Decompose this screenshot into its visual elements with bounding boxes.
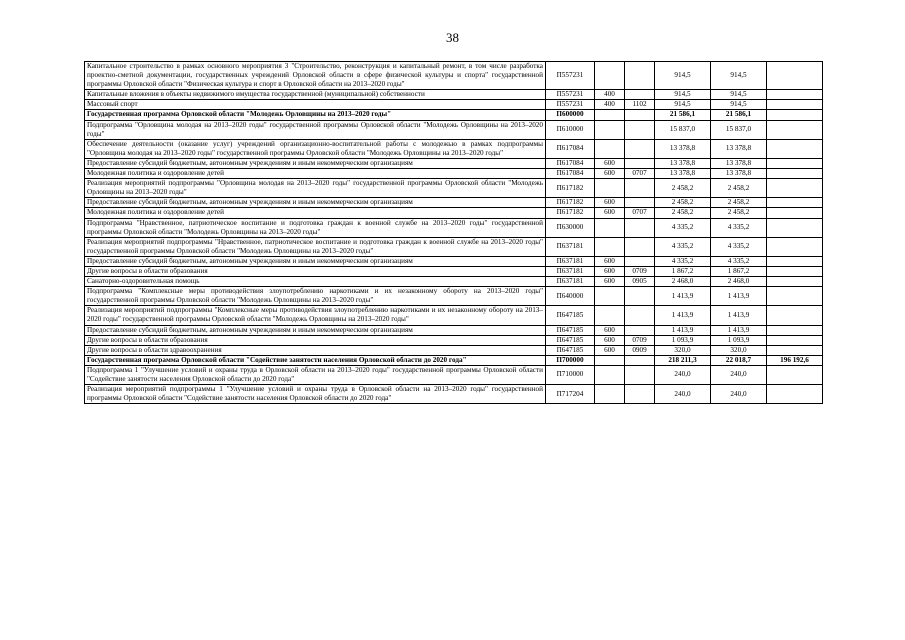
row-regional-cell: 15 837,0 [711, 120, 767, 139]
row-name-cell: Государственная программа Орловской области "Содействие занятости населения Орловской области до 2020 года" [85, 355, 546, 365]
row-regional-cell: 914,5 [711, 62, 767, 90]
row-expense-type-cell [595, 120, 625, 139]
row-federal-cell [767, 198, 823, 208]
row-code-cell: П600000 [546, 110, 595, 120]
row-regional-cell: 914,5 [711, 100, 767, 110]
row-name-cell: Предоставление субсидий бюджетным, автономным учреждениям и иным некоммерческим организациям [85, 158, 546, 168]
row-total-cell: 1 413,9 [655, 287, 711, 306]
row-regional-cell: 21 586,1 [711, 110, 767, 120]
row-total-cell: 914,5 [655, 62, 711, 90]
row-federal-cell [767, 266, 823, 276]
table-row [85, 179, 823, 198]
row-regional-cell: 1 867,2 [711, 266, 767, 276]
row-section-cell [625, 158, 655, 168]
row-regional-cell: 2 458,2 [711, 179, 767, 198]
row-total-cell: 2 458,2 [655, 179, 711, 198]
row-expense-type-cell [595, 110, 625, 120]
row-federal-cell [767, 306, 823, 325]
row-name-cell: Реализация мероприятий подпрограммы "Комплексные меры противодействия злоупотреблению наркотиками и их незаконному обороту на 2013–2020 годы" государственной программы Орловской области "Молодежь Орловщины на 2013–2020 годы" [85, 306, 546, 325]
row-section-cell [625, 287, 655, 306]
row-federal-cell [767, 110, 823, 120]
row-regional-cell: 13 378,8 [711, 158, 767, 168]
table-row [85, 335, 823, 345]
table-row [85, 287, 823, 306]
row-total-cell: 13 378,8 [655, 139, 711, 158]
row-section-cell [625, 355, 655, 365]
row-name-cell: Обеспечение деятельности (оказание услуг) учреждений организационно-воспитательной работы с молодежью в рамках подпрограммы "Орловщина молодая на 2013–2020 годы" государственной программы Орловской области "Молодежь Орловщины на 2013–2020 годы" [85, 139, 546, 158]
row-code-cell: П647185 [546, 345, 595, 355]
row-name-cell: Подпрограмма "Орловщина молодая на 2013–2020 годы" государственной программы Орловской области "Молодежь Орловщины на 2013–2020 годы" [85, 120, 546, 139]
row-expense-type-cell: 600 [595, 277, 625, 287]
row-name-cell: Реализация мероприятий подпрограммы "Орловщина молодая на 2013–2020 годы" государственной программы Орловской области "Молодежь Орловщины на 2013–2020 годы" [85, 179, 546, 198]
row-federal-cell: 196 192,6 [767, 355, 823, 365]
row-code-cell: П637181 [546, 277, 595, 287]
row-code-cell: П700000 [546, 355, 595, 365]
row-expense-type-cell [595, 385, 625, 404]
row-expense-type-cell [595, 237, 625, 256]
row-federal-cell [767, 335, 823, 345]
row-name-cell: Другие вопросы в области здравоохранения [85, 345, 546, 355]
row-regional-cell: 4 335,2 [711, 218, 767, 237]
page-number: 38 [446, 30, 459, 45]
row-regional-cell: 240,0 [711, 365, 767, 384]
table-row [85, 266, 823, 276]
row-code-cell: П617084 [546, 158, 595, 168]
row-federal-cell [767, 179, 823, 198]
row-code-cell: П557231 [546, 100, 595, 110]
table-row [85, 218, 823, 237]
table-row [85, 158, 823, 168]
row-regional-cell: 1 093,9 [711, 335, 767, 345]
row-total-cell: 914,5 [655, 100, 711, 110]
row-code-cell: П610000 [546, 120, 595, 139]
row-name-cell: Другие вопросы в области образования [85, 266, 546, 276]
row-section-cell [625, 365, 655, 384]
row-section-cell [625, 90, 655, 100]
row-regional-cell: 1 413,9 [711, 306, 767, 325]
row-federal-cell [767, 365, 823, 384]
row-total-cell: 2 468,0 [655, 277, 711, 287]
row-section-cell [625, 62, 655, 90]
row-total-cell: 240,0 [655, 385, 711, 404]
table-row [85, 355, 823, 365]
row-section-cell [625, 256, 655, 266]
table-row [85, 169, 823, 179]
table-row [85, 277, 823, 287]
row-total-cell: 15 837,0 [655, 120, 711, 139]
row-code-cell: П710000 [546, 365, 595, 384]
row-total-cell: 13 378,8 [655, 158, 711, 168]
row-total-cell: 240,0 [655, 365, 711, 384]
row-code-cell: П717204 [546, 385, 595, 404]
row-total-cell: 21 586,1 [655, 110, 711, 120]
row-name-cell: Предоставление субсидий бюджетным, автономным учреждениям и иным некоммерческим организациям [85, 198, 546, 208]
row-regional-cell: 1 413,9 [711, 325, 767, 335]
row-section-cell: 0709 [625, 266, 655, 276]
table-row [85, 208, 823, 218]
table-row [85, 120, 823, 139]
table-row [85, 325, 823, 335]
row-code-cell: П630000 [546, 218, 595, 237]
table-row [85, 237, 823, 256]
row-name-cell: Массовый спорт [85, 100, 546, 110]
row-code-cell: П617182 [546, 208, 595, 218]
row-regional-cell: 914,5 [711, 90, 767, 100]
row-section-cell: 1102 [625, 100, 655, 110]
row-federal-cell [767, 169, 823, 179]
row-section-cell: 0905 [625, 277, 655, 287]
row-expense-type-cell [595, 355, 625, 365]
row-expense-type-cell: 600 [595, 169, 625, 179]
row-section-cell [625, 237, 655, 256]
row-regional-cell: 4 335,2 [711, 256, 767, 266]
row-section-cell [625, 306, 655, 325]
row-code-cell: П557231 [546, 90, 595, 100]
row-name-cell: Государственная программа Орловской области "Молодежь Орловщины на 2013–2020 годы" [85, 110, 546, 120]
table-row [85, 62, 823, 90]
row-federal-cell [767, 62, 823, 90]
row-section-cell [625, 198, 655, 208]
row-federal-cell [767, 237, 823, 256]
row-section-cell [625, 385, 655, 404]
row-regional-cell: 4 335,2 [711, 237, 767, 256]
row-total-cell: 1 867,2 [655, 266, 711, 276]
row-federal-cell [767, 158, 823, 168]
row-expense-type-cell: 400 [595, 90, 625, 100]
table-row [85, 306, 823, 325]
row-federal-cell [767, 385, 823, 404]
row-total-cell: 914,5 [655, 90, 711, 100]
row-regional-cell: 240,0 [711, 385, 767, 404]
row-federal-cell [767, 287, 823, 306]
row-code-cell: П617182 [546, 198, 595, 208]
table-row [85, 365, 823, 384]
row-code-cell: П647185 [546, 335, 595, 345]
row-federal-cell [767, 100, 823, 110]
table-row [85, 100, 823, 110]
table-row [85, 345, 823, 355]
row-code-cell: П637181 [546, 256, 595, 266]
row-name-cell: Подпрограмма "Нравственное, патриотическое воспитание и подготовка граждан к военной службе на 2013–2020 годы" государственной программы Орловской области "Молодежь Орловщины на 2013–2020 годы" [85, 218, 546, 237]
row-total-cell: 218 211,3 [655, 355, 711, 365]
row-code-cell: П640000 [546, 287, 595, 306]
table-row [85, 385, 823, 404]
row-name-cell: Молодежная политика и оздоровление детей [85, 208, 546, 218]
row-name-cell: Капитальное строительство в рамках основного мероприятия 3 "Строительство, реконструкция и капитальный ремонт, в том числе разработка проектно-сметной документации, государственных учреждений Орловской области в сфере физической культуры и спорта" государственной программы Орловской области "Физическая культура и спорт в Орловской области на 2013–2020 годы" [85, 62, 546, 90]
row-expense-type-cell: 600 [595, 158, 625, 168]
table-row [85, 139, 823, 158]
row-name-cell: Подпрограмма 1 "Улучшение условий и охраны труда в Орловской области на 2013–2020 годы" государственной программы Орловской области "Содействие занятости населения Орловской области до 2020 года" [85, 365, 546, 384]
row-section-cell [625, 139, 655, 158]
row-section-cell: 0709 [625, 335, 655, 345]
row-section-cell [625, 110, 655, 120]
row-expense-type-cell [595, 139, 625, 158]
table-row [85, 256, 823, 266]
row-code-cell: П647185 [546, 325, 595, 335]
row-code-cell: П617084 [546, 139, 595, 158]
table-row [85, 90, 823, 100]
row-name-cell: Предоставление субсидий бюджетным, автономным учреждениям и иным некоммерческим организациям [85, 325, 546, 335]
row-federal-cell [767, 345, 823, 355]
row-name-cell: Реализация мероприятий подпрограммы 1 "Улучшение условий и охраны труда в Орловской области на 2013–2020 годы" государственной программы Орловской области "Содействие занятости населения Орловской области до 2020 года" [85, 385, 546, 404]
row-total-cell: 320,0 [655, 345, 711, 355]
row-code-cell: П617084 [546, 169, 595, 179]
table-row [85, 198, 823, 208]
row-expense-type-cell [595, 179, 625, 198]
row-expense-type-cell: 600 [595, 198, 625, 208]
row-total-cell: 1 413,9 [655, 306, 711, 325]
row-section-cell [625, 179, 655, 198]
row-section-cell [625, 120, 655, 139]
row-name-cell: Подпрограмма "Комплексные меры противодействия злоупотреблению наркотиками и их незаконному обороту на 2013–2020 годы" государственной программы Орловской области "Молодежь Орловщины на 2013–2020 годы" [85, 287, 546, 306]
row-total-cell: 1 413,9 [655, 325, 711, 335]
table-row [85, 110, 823, 120]
row-code-cell: П637181 [546, 266, 595, 276]
row-federal-cell [767, 325, 823, 335]
row-expense-type-cell: 600 [595, 345, 625, 355]
row-regional-cell: 22 018,7 [711, 355, 767, 365]
row-section-cell: 0707 [625, 208, 655, 218]
row-expense-type-cell [595, 218, 625, 237]
row-name-cell: Капитальные вложения в объекты недвижимого имущества государственной (муниципальной) собственности [85, 90, 546, 100]
row-total-cell: 4 335,2 [655, 256, 711, 266]
row-regional-cell: 2 458,2 [711, 208, 767, 218]
row-total-cell: 1 093,9 [655, 335, 711, 345]
row-section-cell [625, 325, 655, 335]
row-code-cell: П647185 [546, 306, 595, 325]
row-name-cell: Реализация мероприятий подпрограммы "Нравственное, патриотическое воспитание и подготовка граждан к военной службе на 2013–2020 годы" государственной программы Орловской области "Молодежь Орловщины на 2013–2020 годы" [85, 237, 546, 256]
row-total-cell: 2 458,2 [655, 198, 711, 208]
row-expense-type-cell: 600 [595, 266, 625, 276]
budget-table [84, 61, 823, 404]
row-total-cell: 2 458,2 [655, 208, 711, 218]
row-federal-cell [767, 218, 823, 237]
row-regional-cell: 13 378,8 [711, 139, 767, 158]
row-expense-type-cell: 400 [595, 100, 625, 110]
row-total-cell: 13 378,8 [655, 169, 711, 179]
row-expense-type-cell: 600 [595, 335, 625, 345]
row-section-cell: 0707 [625, 169, 655, 179]
row-federal-cell [767, 277, 823, 287]
row-section-cell: 0909 [625, 345, 655, 355]
row-total-cell: 4 335,2 [655, 218, 711, 237]
row-regional-cell: 320,0 [711, 345, 767, 355]
row-expense-type-cell [595, 365, 625, 384]
row-federal-cell [767, 208, 823, 218]
row-section-cell [625, 218, 655, 237]
row-expense-type-cell: 600 [595, 208, 625, 218]
row-federal-cell [767, 90, 823, 100]
row-regional-cell: 13 378,8 [711, 169, 767, 179]
row-name-cell: Другие вопросы в области образования [85, 335, 546, 345]
row-federal-cell [767, 139, 823, 158]
row-code-cell: П637181 [546, 237, 595, 256]
table-body [85, 62, 823, 404]
row-code-cell: П617182 [546, 179, 595, 198]
row-expense-type-cell [595, 62, 625, 90]
row-federal-cell [767, 120, 823, 139]
row-federal-cell [767, 256, 823, 266]
row-expense-type-cell: 600 [595, 256, 625, 266]
row-regional-cell: 2 458,2 [711, 198, 767, 208]
row-name-cell: Предоставление субсидий бюджетным, автономным учреждениям и иным некоммерческим организациям [85, 256, 546, 266]
row-expense-type-cell [595, 287, 625, 306]
row-regional-cell: 2 468,0 [711, 277, 767, 287]
row-expense-type-cell [595, 306, 625, 325]
row-name-cell: Санаторно-оздоровительная помощь [85, 277, 546, 287]
row-expense-type-cell: 600 [595, 325, 625, 335]
row-code-cell: П557231 [546, 62, 595, 90]
row-name-cell: Молодежная политика и оздоровление детей [85, 169, 546, 179]
row-regional-cell: 1 413,9 [711, 287, 767, 306]
row-total-cell: 4 335,2 [655, 237, 711, 256]
